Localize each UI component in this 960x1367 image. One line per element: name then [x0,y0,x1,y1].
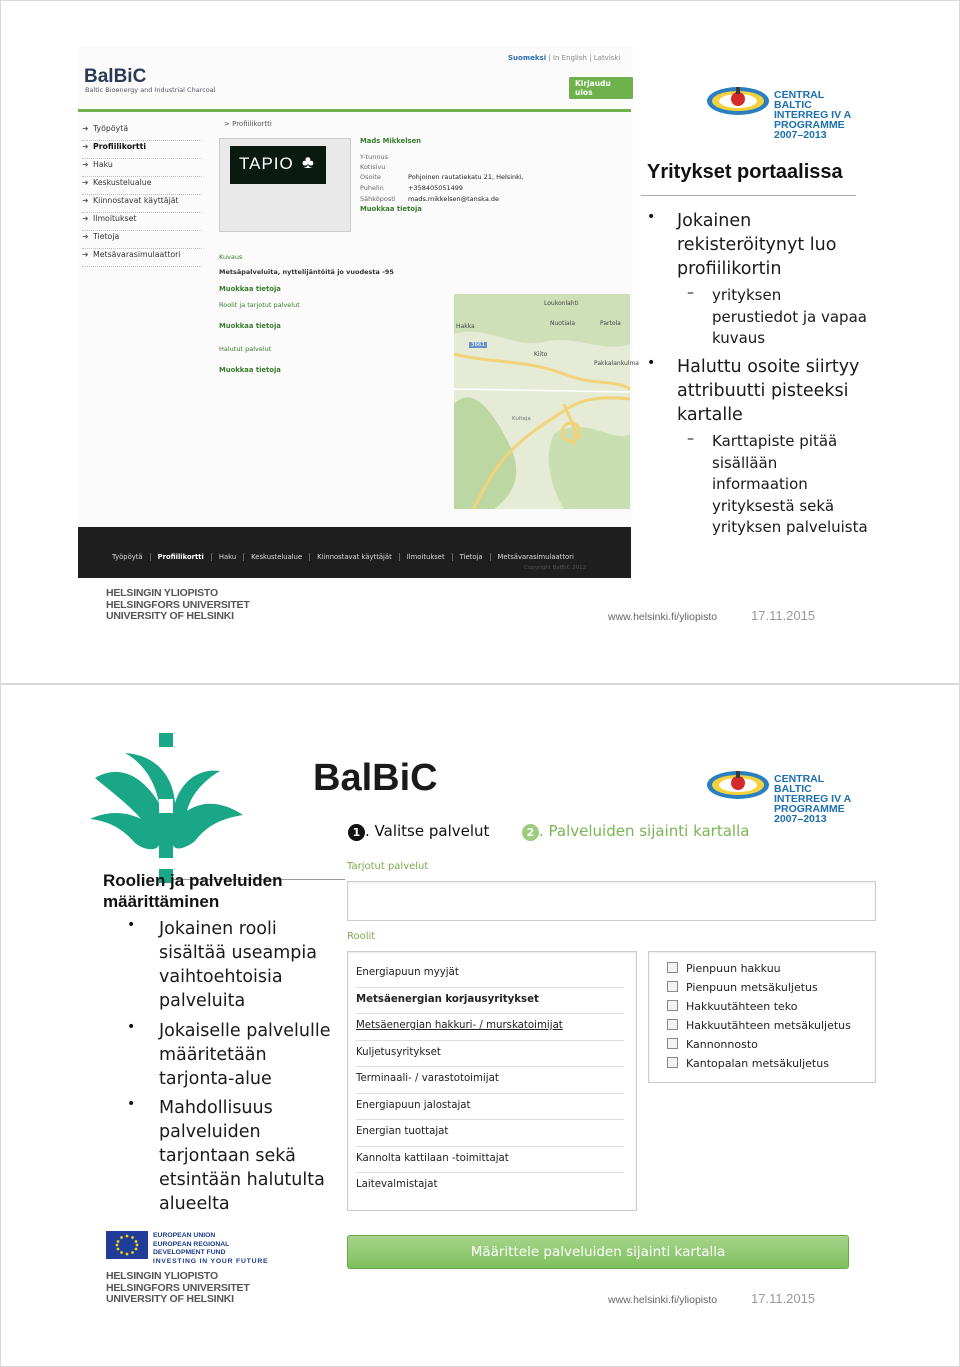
role-item[interactable]: Terminaali- / varastotoimijat [356,1066,624,1094]
central-baltic-emblem [705,763,771,815]
bullet-dot: • [127,1096,136,1112]
header-divider [78,109,631,112]
university-logo: HELSINGIN YLIOPISTO HELSINGFORS UNIVERSITET UNIVERSITY OF HELSINKI [106,1270,250,1305]
offered-services-label: Tarjotut palvelut [347,861,429,872]
checkbox[interactable] [667,1038,678,1049]
checkbox[interactable] [667,981,678,992]
step-services-on-map[interactable] [522,822,749,841]
wanted-services-heading: Halutut palvelut [219,345,272,353]
copyright: Copyright BalBiC 2012 [524,565,587,571]
university-flame-logo [85,733,250,883]
logo-text: INTERREG IV A [774,793,852,805]
central-baltic-emblem [705,79,771,131]
logo-text: PROGRAMME [774,803,845,815]
sidebar-item-kiinnostavat[interactable]: ➜ Kiinnostavat käyttäjät [82,196,202,213]
contact-key: Kotisivu [360,163,386,171]
logo-text: 2007–2013 [774,813,827,825]
central-baltic-logo [705,77,855,141]
service-label: Pienpuun hakkuu [686,962,781,975]
slide-title: Yritykset portaalissa [647,161,843,183]
contact-key: Sähköposti [360,195,396,203]
role-item[interactable]: Kannolta kattilaan -toimittajat [356,1146,624,1174]
services-list [648,951,876,1083]
map-label: Loukonlahti [544,300,579,307]
balbic-logo-subtitle: Baltic Bioenergy and Industrial Charcoal [85,86,216,94]
map-label: Pakkalankulma [594,360,639,367]
tree-icon: ♣ [302,152,315,172]
footer-bar [78,527,631,578]
edit-description-link[interactable]: Muokkaa tietoja [219,285,281,293]
company-logo-frame [219,138,351,232]
footer-link[interactable]: Metsävarasimulaattori [497,553,574,561]
road-number: 3661 [471,342,485,348]
map-label: Nuotiala [550,320,576,327]
balbic-title: BalBiC [313,757,438,799]
balbic-logo: BalBiC [84,66,147,87]
bullet-dot: • [647,355,656,371]
offered-services-heading: Roolit ja tarjotut palvelut [219,301,300,309]
service-checkbox-item[interactable] [667,1054,829,1073]
service-label: Kannonnosto [686,1038,758,1051]
language-bar: Suomeksi | In English | Latviski [508,54,621,62]
location-map[interactable] [454,294,639,509]
edit-offered-link[interactable]: Muokkaa tietoja [219,322,281,330]
logo-text: 2007–2013 [774,129,827,141]
role-item[interactable]: Metsäenergian hakkuri- / murskatoimijat [356,1013,624,1041]
role-item[interactable]: Laitevalmistajat [356,1179,438,1190]
footer-url[interactable]: www.helsinki.fi/yliopisto [608,611,718,623]
service-checkbox-item[interactable] [667,959,781,978]
logo-text: CENTRAL BALTIC [774,773,824,795]
service-label: Kantopalan metsäkuljetus [686,1057,829,1070]
checkbox[interactable] [667,962,678,973]
arrow-icon: ➜ [82,160,89,169]
bullet-text: Haluttu osoite siirtyy attribuutti pisteeksi kartalle [677,357,860,425]
role-item[interactable]: Metsäenergian korjausyritykset [356,987,624,1015]
arrow-icon: ➜ [82,250,89,259]
sidebar-item-ilmoitukset[interactable]: ➜ Ilmoitukset [82,214,202,231]
arrow-icon: ➜ [82,124,89,133]
footer-link[interactable]: Keskustelualue [251,553,310,561]
arrow-icon: ➜ [82,196,89,205]
bullet-text: Jokainen rooli sisältää useampia vaihtoehtoisia palveluita [159,919,317,1011]
sidebar [78,120,208,280]
role-item[interactable]: Energiapuun jalostajat [356,1093,624,1121]
step-label: . Valitse palvelut [365,822,490,840]
checkbox[interactable] [667,1019,678,1030]
service-label: Pienpuun metsäkuljetus [686,981,818,994]
footer-url[interactable]: www.helsinki.fi/yliopisto [608,1294,718,1306]
service-checkbox-item[interactable] [667,1016,851,1035]
slide-heading: Roolien ja palveluiden määrittäminen [103,871,283,911]
sub-bullet-dash: – [687,285,694,301]
checkbox[interactable] [667,1000,678,1011]
eu-text: EUROPEAN REGIONAL DEVELOPMENT FUND [153,1240,230,1256]
lang-lv-link[interactable]: Latviski [593,54,621,62]
sidebar-item-haku[interactable]: ➜ Haku [82,160,202,177]
footer-link[interactable]: Ilmoitukset [407,553,453,561]
footer-nav [112,553,588,561]
service-checkbox-item[interactable] [667,997,798,1016]
footer-link[interactable]: Tietoja [460,553,491,561]
service-label: Hakkuutähteen metsäkuljetus [686,1019,851,1032]
contact-email: mads.mikkelsen@tanska.de [408,195,499,203]
eu-logo [106,1231,276,1265]
bullet-text: Mahdollisuus palveluiden tarjontaan sekä etsintään halutulta alueelta [159,1098,325,1214]
contact-key: Puhelin [360,184,384,192]
contact-key: Osoite [360,173,381,181]
logo-text: PROGRAMME [774,119,845,131]
sub-bullet-dash: – [687,431,694,447]
sub-bullet-text: Karttapiste pitää sisällään informaation yrityksestä sekä yrityksen palveluista [712,432,868,536]
breadcrumb: > Profiilikortti [224,120,272,128]
logo-text: INTERREG IV A [774,109,852,121]
logout-button[interactable]: Kirjaudu ulos [569,77,633,99]
eu-text: EUROPEAN UNION [153,1232,216,1239]
roles-label: Roolit [347,931,376,942]
arrow-icon: ➜ [82,232,89,241]
title-rule [641,195,856,196]
role-item[interactable]: Energian tuottajat [356,1119,624,1147]
map-label: Kultaja [512,416,531,422]
contact-phone: +358405051499 [408,184,464,192]
step-number: 1 [348,824,365,841]
step-select-services[interactable] [348,822,489,841]
service-label: Hakkuutähteen teko [686,1000,798,1013]
offered-services-field[interactable] [347,881,876,921]
company-logo: TAPIO ♣ [230,146,326,184]
role-item[interactable]: Energiapuun myyjät [356,960,624,988]
eu-flag-icon [106,1231,148,1259]
step-number: 2 [522,824,539,841]
logo-text: CENTRAL BALTIC [774,89,824,111]
lang-en-link[interactable]: In English [552,54,587,62]
bullet-text: Jokaiselle palvelulle määritetään tarjonta-alue [159,1021,331,1089]
arrow-icon: ➜ [82,142,89,151]
arrow-icon: ➜ [82,214,89,223]
step-label: . Palveluiden sijainti kartalla [539,822,750,840]
bullet-dot: • [647,209,656,225]
bullet-text: Jokainen rekisteröitynyt luo profiilikortin [677,211,837,279]
portal-screenshot [78,46,639,578]
sidebar-item-tyopoyta[interactable]: ➜ Työpöytä [82,124,202,141]
contact-name: Mads Mikkelsen [360,137,422,145]
sidebar-item-profiilikortti[interactable]: ➜ Profiilikortti [82,142,202,159]
description-heading: Kuvaus [219,253,243,261]
edit-contact-link[interactable]: Muokkaa tietoja [360,205,422,213]
map-label: Hakka [456,323,475,330]
service-checkbox-item[interactable] [667,978,818,997]
roles-list [347,951,637,1211]
footer-link[interactable]: Profiilikortti [158,553,212,561]
define-locations-button[interactable]: Määrittele palveluiden sijainti kartalla [347,1235,849,1269]
university-logo: HELSINGIN YLIOPISTO HELSINGFORS UNIVERSITET UNIVERSITY OF HELSINKI [106,587,250,622]
footer-link[interactable]: Haku [219,553,244,561]
description-text: Metsäpalveluita, nyttelijäntöitä jo vuodesta -95 [219,268,394,276]
edit-wanted-link[interactable]: Muokkaa tietoja [219,366,281,374]
arrow-icon: ➜ [82,178,89,187]
sidebar-item-keskustelualue[interactable]: ➜ Keskustelualue [82,178,202,195]
footer-date: 17.11.2015 [751,608,816,623]
sub-bullet-text: yrityksen perustiedot ja vapaa kuvaus [712,286,867,347]
sidebar-item-metsavarasimulaattori[interactable]: ➜ Metsävarasimulaattori [82,250,202,267]
contact-key: Y-tunnus [360,153,388,161]
eu-text: INVESTING IN YOUR FUTURE [153,1257,269,1265]
sidebar-item-tietoja[interactable]: ➜ Tietoja [82,232,202,249]
central-baltic-logo [705,761,855,825]
bullet-dot: • [127,1019,136,1035]
footer-link[interactable]: Työpöytä [112,553,151,561]
bullet-dot: • [127,917,136,933]
map-label: Kiito [534,351,548,358]
map-label: Partola [600,320,621,327]
slide-2 [0,684,960,1367]
footer-date: 17.11.2015 [751,1291,816,1306]
role-item[interactable]: Kuljetusyritykset [356,1040,624,1068]
checkbox[interactable] [667,1057,678,1068]
footer-link[interactable]: Kiinnostavat käyttäjät [317,553,400,561]
lang-fi-link[interactable]: Suomeksi [508,54,547,62]
contact-address: Pohjoinen rautatiekatu 21, Helsinki, [408,173,524,181]
service-checkbox-item[interactable] [667,1035,758,1054]
